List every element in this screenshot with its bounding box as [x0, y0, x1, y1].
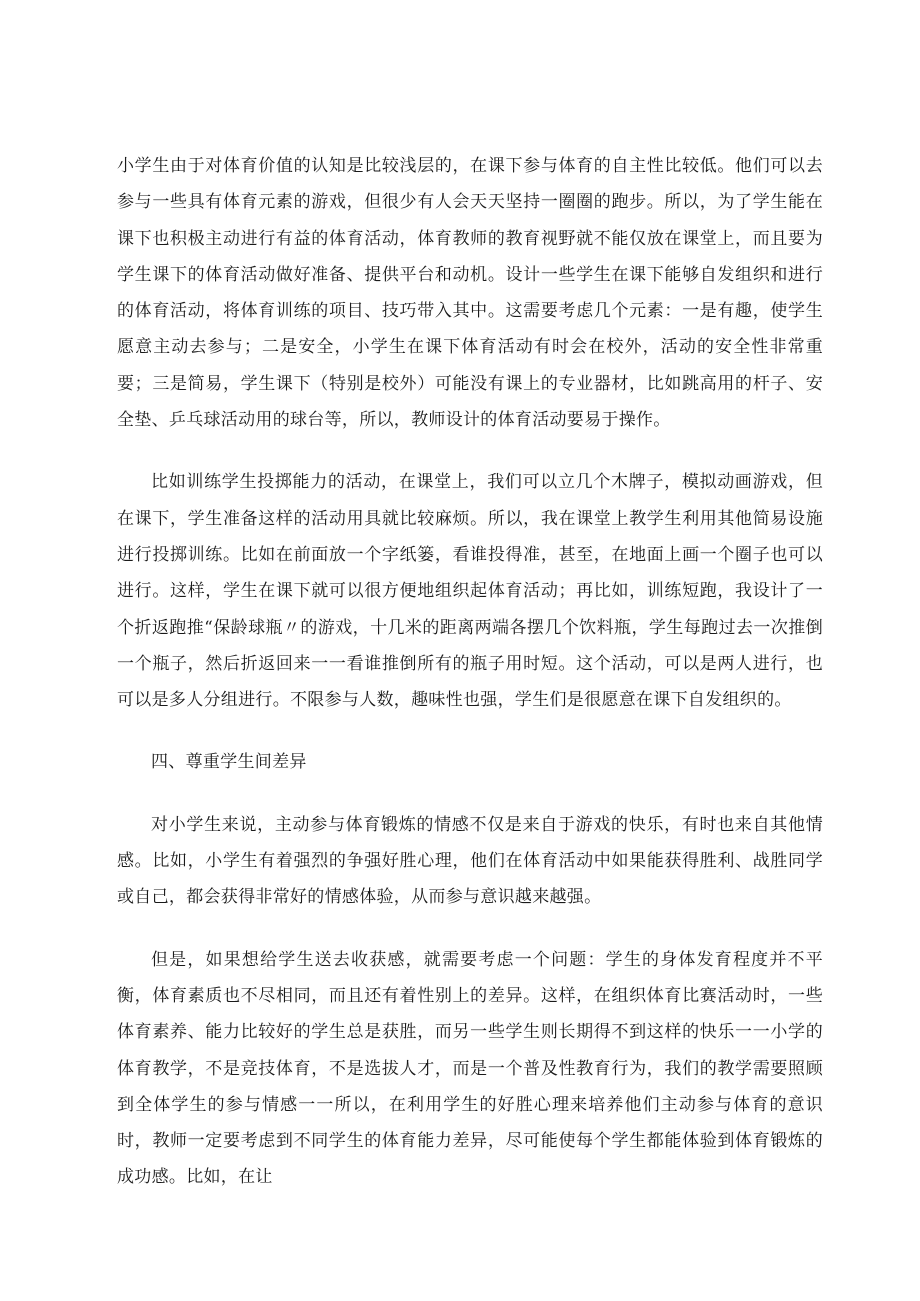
document-body	[117, 148, 823, 1222]
paragraph-4: 但是，如果想给学生送去收获感，就需要考虑一个问题：学生的身体发育程度并不平衡，体育素质也不尽相同，而且还有着性别上的差异。这样，在组织体育比赛活动时，一些体育素养、能力比较好的学生总是获胜，而另一些学生则长期得不到这样的快乐一一小学的体育教学，不是竞技体育，不是选拔人才，而是一个普及性教育行为，我们的教学需要照顾到全体学生的参与情感一一所以，在利用学生的好胜心理来培养他们主动参与体育的意识时，教师一定要考虑到不同学生的体育能力差异，尽可能使每个学生都能体验到体育锻炼的成功感。比如，在让	[117, 949, 823, 1188]
paragraph-3: 对小学生来说，主动参与体育锻炼的情感不仅是来自于游戏的快乐，有时也来自其他情感。比如，小学生有着强烈的争强好胜心理，他们在体育活动中如果能获得胜利、战胜同学或自己，都会获得非常好的情感体验，从而参与意识越来越强。	[117, 814, 823, 908]
paragraph-1: 小学生由于对体育价值的认知是比较浅层的，在课下参与体育的自主性比较低。他们可以去参与一些具有体育元素的游戏，但很少有人会天天坚持一圈圈的跑步。所以，为了学生能在课下也积极主动进行有益的体育活动，体育教师的教育视野就不能仅放在课堂上，而且要为学生课下的体育活动做好准备、提供平台和动机。设计一些学生在课下能够自发组织和进行的体育活动，将体育训练的项目、技巧带入其中。这需要考虑几个元素：一是有趣，使学生愿意主动去参与；二是安全，小学生在课下体育活动有时会在校外，活动的安全性非常重要；三是简易，学生课下（特别是校外）可能没有课上的专业器材，比如跳高用的杆子、安全垫、乒乓球活动用的球台等，所以，教师设计的体育活动要易于操作。	[117, 156, 823, 431]
section-heading: 四、尊重学生间差异	[151, 752, 307, 773]
paragraph-2: 比如训练学生投掷能力的活动，在课堂上，我们可以立几个木牌子，模拟动画游戏，但在课下，学生准备这样的活动用具就比较麻烦。所以，我在课堂上教学生利用其他简易设施进行投掷训练。比如在前面放一个字纸篓，看谁投得准，甚至，在地面上画一个圈子也可以进行。这样，学生在课下就可以很方便地组织起体育活动；再比如，训练短跑，我设计了一个折返跑推“保龄球瓶〃的游戏，十几米的距离两端各摆几个饮料瓶，学生每跑过去一次推倒一个瓶子，然后折返回来一一看谁推倒所有的瓶子用时短。这个活动，可以是两人进行，也可以是多人分组进行。不限参与人数，趣味性也强，学生们是很愿意在课下自发组织的。	[117, 472, 823, 711]
